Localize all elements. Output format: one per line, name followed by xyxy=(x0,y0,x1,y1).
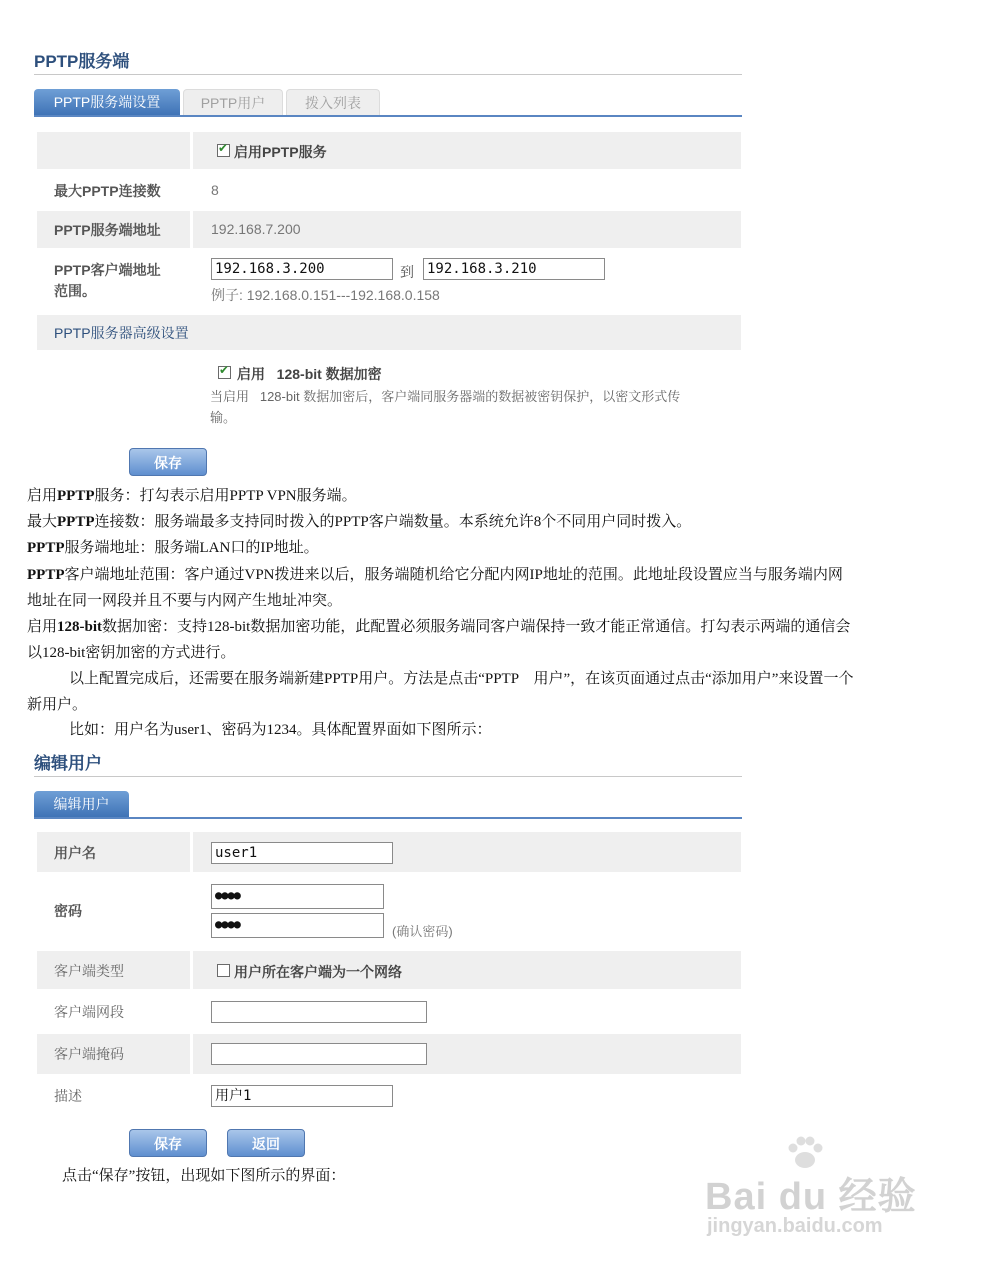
edit-title-divider xyxy=(34,776,742,777)
encrypt-label: 启用 128-bit 数据加密 xyxy=(237,366,382,382)
tab-pptp-users[interactable]: PPTP用户 xyxy=(183,89,283,115)
encrypt-checkbox[interactable] xyxy=(218,366,231,379)
client-type-row xyxy=(37,951,741,989)
max-conn-label: 最大PPTP连接数 xyxy=(54,183,161,199)
client-subnet-row xyxy=(37,992,741,1032)
para-enable-pptp: 启用PPTP服务：打勾表示启用PPTP VPN服务端。 xyxy=(27,488,357,504)
encrypt-desc-line2: 输。 xyxy=(210,410,237,425)
advanced-header: PPTP服务器高级设置 xyxy=(54,325,189,341)
username-row xyxy=(37,832,741,872)
server-addr-value: 192.168.7.200 xyxy=(211,221,301,237)
range-to-label: 到 xyxy=(400,264,414,280)
client-range-label-line1: PPTP客户端地址 xyxy=(54,262,161,278)
enable-pptp-checkbox[interactable] xyxy=(217,144,230,157)
range-end-input[interactable]: 192.168.3.210 xyxy=(423,258,605,280)
description-row xyxy=(37,1076,741,1116)
pptp-save-button[interactable]: 保存 xyxy=(129,448,207,476)
tab-pptp-server-settings[interactable]: PPTP服务端设置 xyxy=(34,89,180,115)
enable-pptp-row xyxy=(37,132,741,169)
username-input[interactable]: user1 xyxy=(211,842,393,864)
edit-back-button[interactable]: 返回 xyxy=(227,1129,305,1157)
max-conn-row xyxy=(37,172,741,209)
password-row xyxy=(37,877,741,945)
para-after-save: 点击“保存”按钮，出现如下图所示的界面： xyxy=(62,1168,346,1184)
client-type-label: 客户端类型 xyxy=(54,963,124,979)
watermark-brand: Bai du 经验 xyxy=(705,1176,917,1218)
tab-underline xyxy=(34,115,742,117)
range-start-input[interactable]: 192.168.3.200 xyxy=(211,258,393,280)
password-label: 密码 xyxy=(54,903,82,919)
edit-tab-underline xyxy=(34,817,742,819)
tab-edit-user[interactable]: 编辑用户 xyxy=(34,791,129,817)
edit-save-button[interactable]: 保存 xyxy=(129,1129,207,1157)
server-addr-label: PPTP服务端地址 xyxy=(54,222,161,238)
client-network-checkbox[interactable] xyxy=(217,964,230,977)
password-input[interactable]: ●●●● xyxy=(211,884,384,909)
username-label: 用户名 xyxy=(54,845,96,861)
range-example: 例子: 192.168.0.151---192.168.0.158 xyxy=(211,287,440,303)
title-divider xyxy=(34,74,742,75)
para-example: 比如：用户名为user1、密码为1234。具体配置界面如下图所示： xyxy=(69,722,492,738)
confirm-password-input[interactable]: ●●●● xyxy=(211,913,384,938)
edit-user-title: 编辑用户 xyxy=(34,754,102,773)
para-server-addr: PPTP服务端地址：服务端LAN口的IP地址。 xyxy=(27,540,319,556)
max-conn-value: 8 xyxy=(211,182,219,198)
client-subnet-label: 客户端网段 xyxy=(54,1004,124,1020)
tab-dial-in-list[interactable]: 拨入列表 xyxy=(286,89,380,115)
client-range-label-line2: 范围。 xyxy=(54,283,96,299)
para-client-range: PPTP客户端地址范围：客户通过VPN拨进来以后，服务端随机给它分配内网IP地址的范围。此地址段设置应当与服务端内网 地址在同一网段并且不要与内网产生地址冲突。 xyxy=(27,567,843,609)
para-add-user: 以上配置完成后，还需要在服务端新建PPTP用户。方法是点击“PPTP 用户”，在该页面通过点击“添加用户”来设置一个 新用户。 xyxy=(27,671,854,713)
server-addr-row xyxy=(37,211,741,248)
client-mask-label: 客户端掩码 xyxy=(54,1046,124,1062)
confirm-password-hint: (确认密码) xyxy=(392,924,453,939)
para-max-conn: 最大PPTP连接数：服务端最多支持同时拨入的PPTP客户端数量。本系统允许8个不同用户同时拨入。 xyxy=(27,514,692,530)
watermark-url: jingyan.baidu.com xyxy=(707,1215,883,1237)
encrypt-desc-line1: 当启用 128-bit 数据加密后，客户端同服务器端的数据被密钥保护，以密文形式传 xyxy=(210,389,681,404)
client-network-option: 用户所在客户端为一个网络 xyxy=(234,964,402,980)
description-input[interactable]: 用户1 xyxy=(211,1085,393,1107)
client-mask-input[interactable] xyxy=(211,1043,427,1065)
client-subnet-input[interactable] xyxy=(211,1001,427,1023)
enable-pptp-label: 启用PPTP服务 xyxy=(234,144,327,160)
client-mask-row xyxy=(37,1034,741,1074)
advanced-header-row xyxy=(37,315,741,350)
description-label: 描述 xyxy=(54,1088,82,1104)
para-encryption: 启用128-bit数据加密：支持128-bit数据加密功能，此配置必须服务端同客户端保持一致才能正常通信。打勾表示两端的通信会 以128-bit密钥加密的方式进行。 xyxy=(27,619,851,661)
encrypt-row xyxy=(37,358,741,428)
pptp-server-title: PPTP服务端 xyxy=(34,52,130,71)
client-range-row xyxy=(37,250,741,312)
